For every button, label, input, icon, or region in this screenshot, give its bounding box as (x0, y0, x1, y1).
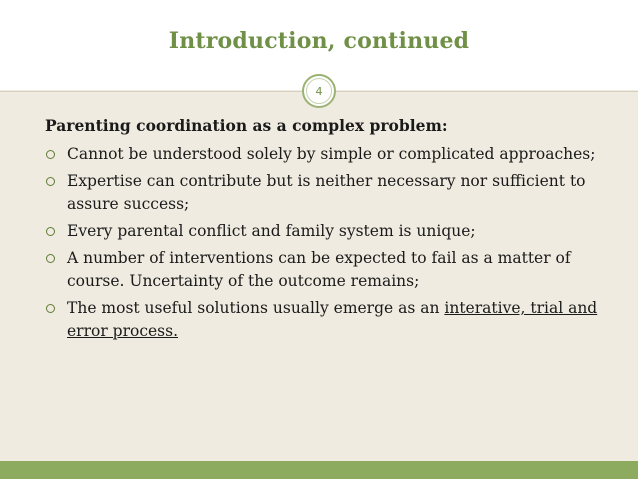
bullet-text: Every parental conflict and family system is unique; (67, 222, 476, 240)
list-item (45, 220, 605, 243)
bullet-list (45, 143, 605, 343)
slide-title: Introduction, continued (168, 28, 470, 54)
page-number: 4 (315, 84, 323, 98)
hollow-circle-bullet-icon (46, 254, 55, 263)
list-item (45, 143, 605, 166)
subheading: Parenting coordination as a complex problem: (45, 116, 448, 135)
bottom-bar (0, 461, 638, 479)
bullet-text: Cannot be understood solely by simple or complicated approaches; (67, 145, 596, 163)
bullet-text: The most useful solutions usually emerge as an (67, 299, 445, 317)
slide-body (45, 114, 605, 347)
page-number-badge (302, 74, 336, 108)
hollow-circle-bullet-icon (46, 177, 55, 186)
bullet-text: A number of interventions can be expected to fail as a matter of course. Uncertainty of the outcome remains; (67, 249, 571, 290)
underlined-text: interative, trial and error process. (67, 299, 598, 340)
bullet-text: Expertise can contribute but is neither necessary nor sufficient to assure success; (67, 172, 586, 213)
hollow-circle-bullet-icon (46, 150, 55, 159)
hollow-circle-bullet-icon (46, 227, 55, 236)
hollow-circle-bullet-icon (46, 304, 55, 313)
list-item (45, 247, 605, 293)
list-item (45, 297, 605, 343)
list-item (45, 170, 605, 216)
